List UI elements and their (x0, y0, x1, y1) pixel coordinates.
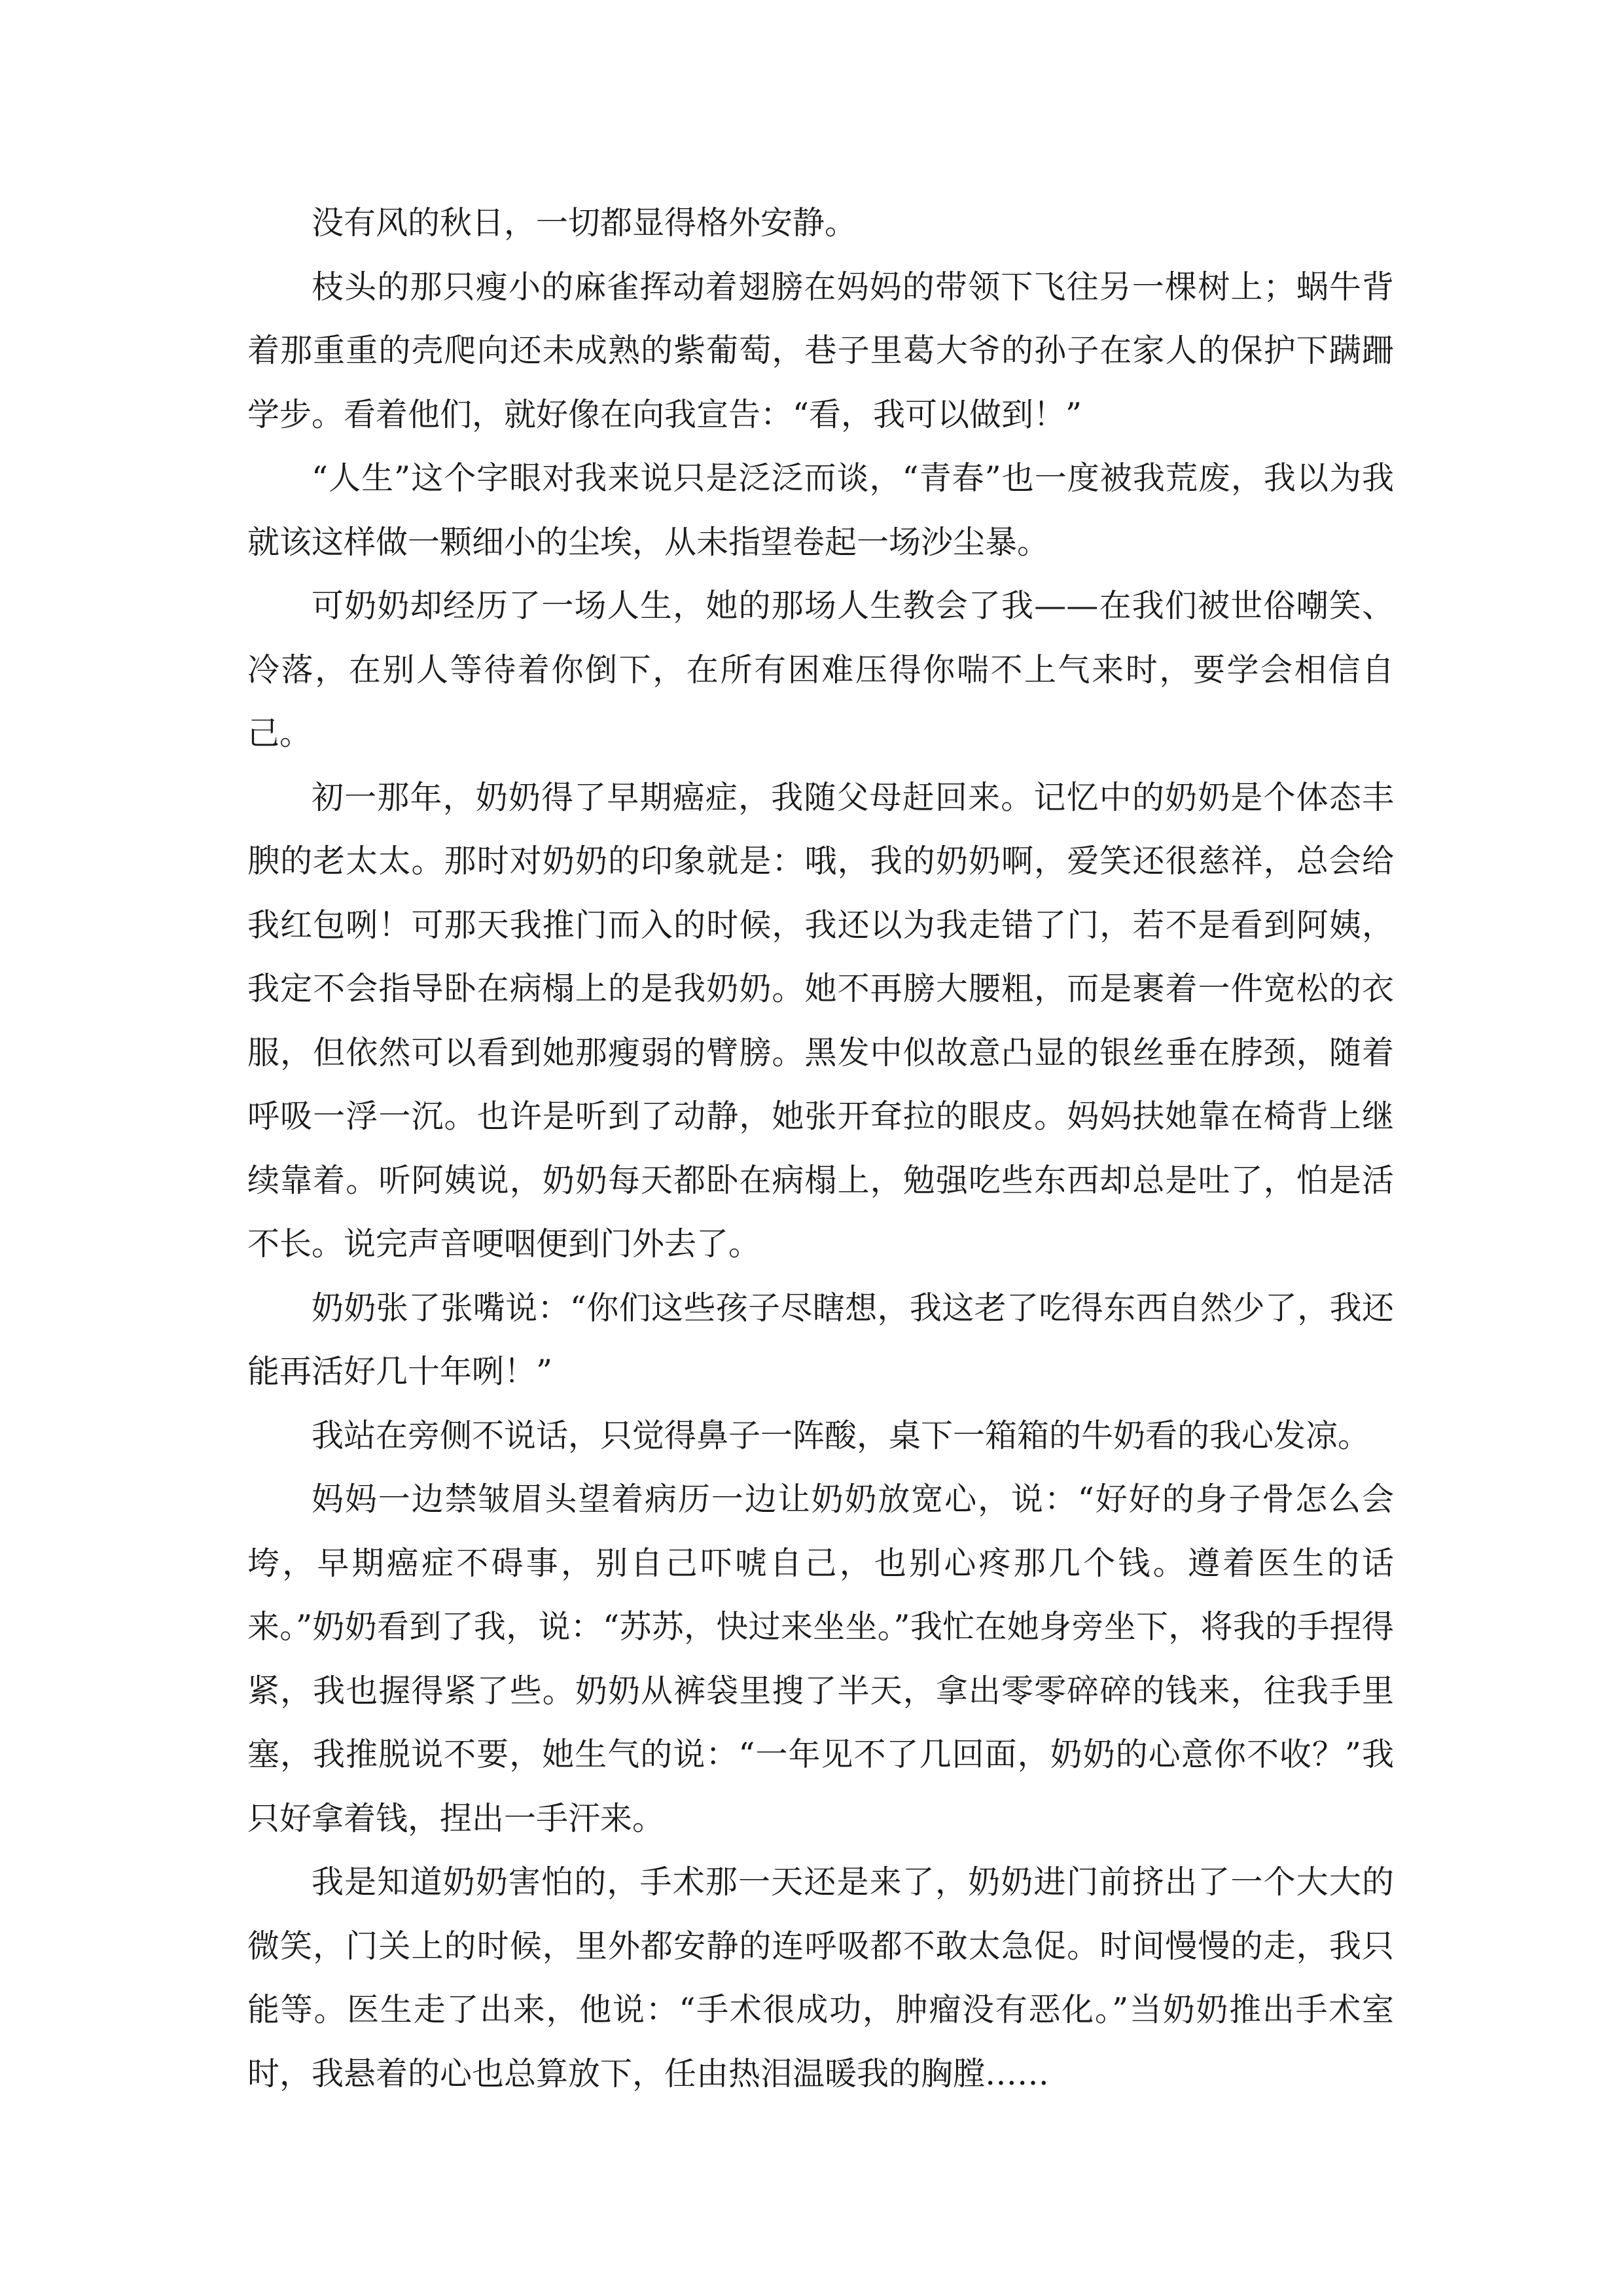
paragraph-2: 枝头的那只瘦小的麻雀挥动着翅膀在妈妈的带领下飞往另一棵树上；蜗牛背着那重重的壳爬向还未成熟的紫葡萄，巷子里葛大爷的孙子在家人的保护下蹒跚学步。看着他们，就好像在向我宣告：“看，我可以做到！” (247, 268, 1394, 433)
paragraph-3: “人生”这个字眼对我来说只是泛泛而谈，“青春”也一度被我荒废，我以为我就该这样做一颗细小的尘埃，从未指望卷起一场沙尘暴。 (247, 459, 1394, 561)
paragraph-9: 我是知道奶奶害怕的，手术那一天还是来了，奶奶进门前挤出了一个大大的微笑，门关上的时候，里外都安静的连呼吸都不敢太急促。时间慢慢的走，我只能等。医生走了出来，他说：“手术很成功，肿瘤没有恶化。”当奶奶推出手术室时，我悬着的心也总算放下，任由热泪温暖我的胸膛…… (247, 1863, 1394, 2092)
paragraph-4: 可奶奶却经历了一场人生，她的那场人生教会了我——在我们被世俗嘲笑、冷落，在别人等待着你倒下，在所有困难压得你喘不上气来时，要学会相信自己。 (247, 587, 1394, 752)
paragraph-6: 奶奶张了张嘴说：“你们这些孩子尽瞎想，我这老了吃得东西自然少了，我还能再活好几十年咧！” (247, 1289, 1394, 1390)
essay-body (247, 191, 1394, 2106)
paragraph-8: 妈妈一边禁皱眉头望着病历一边让奶奶放宽心，说：“好好的身子骨怎么会垮，早期癌症不碍事，别自己吓唬自己，也别心疼那几个钱。遵着医生的话来。”奶奶看到了我，说：“苏苏，快过来坐坐。”我忙在她身旁坐下，将我的手捏得紧，我也握得紧了些。奶奶从裤袋里搜了半天，拿出零零碎碎的钱来，往我手里塞，我推脱说不要，她生气的说：“一年见不了几回面，奶奶的心意你不收？”我只好拿着钱，捏出一手汗来。 (247, 1480, 1394, 1837)
paragraph-7: 我站在旁侧不说话，只觉得鼻子一阵酸，桌下一箱箱的牛奶看的我心发凉。 (312, 1416, 1370, 1454)
paragraph-5: 初一那年，奶奶得了早期癌症，我随父母赶回来。记忆中的奶奶是个体态丰腴的老太太。那时对奶奶的印象就是：哦，我的奶奶啊，爱笑还很慈祥，总会给我红包咧！可那天我推门而入的时候，我还以为我走错了门，若不是看到阿姨，我定不会指导卧在病榻上的是我奶奶。她不再膀大腰粗，而是裹着一件宽松的衣服，但依然可以看到她那瘦弱的臂膀。黑发中似故意凸显的银丝垂在脖颈，随着呼吸一浮一沉。也许是听到了动静，她张开耷拉的眼皮。妈妈扶她靠在椅背上继续靠着。听阿姨说，奶奶每天都卧在病榻上，勉强吃些东西却总是吐了，怕是活不长。说完声音哽咽便到门外去了。 (247, 778, 1394, 1263)
paragraph-1: 没有风的秋日，一切都显得格外安静。 (312, 204, 857, 242)
